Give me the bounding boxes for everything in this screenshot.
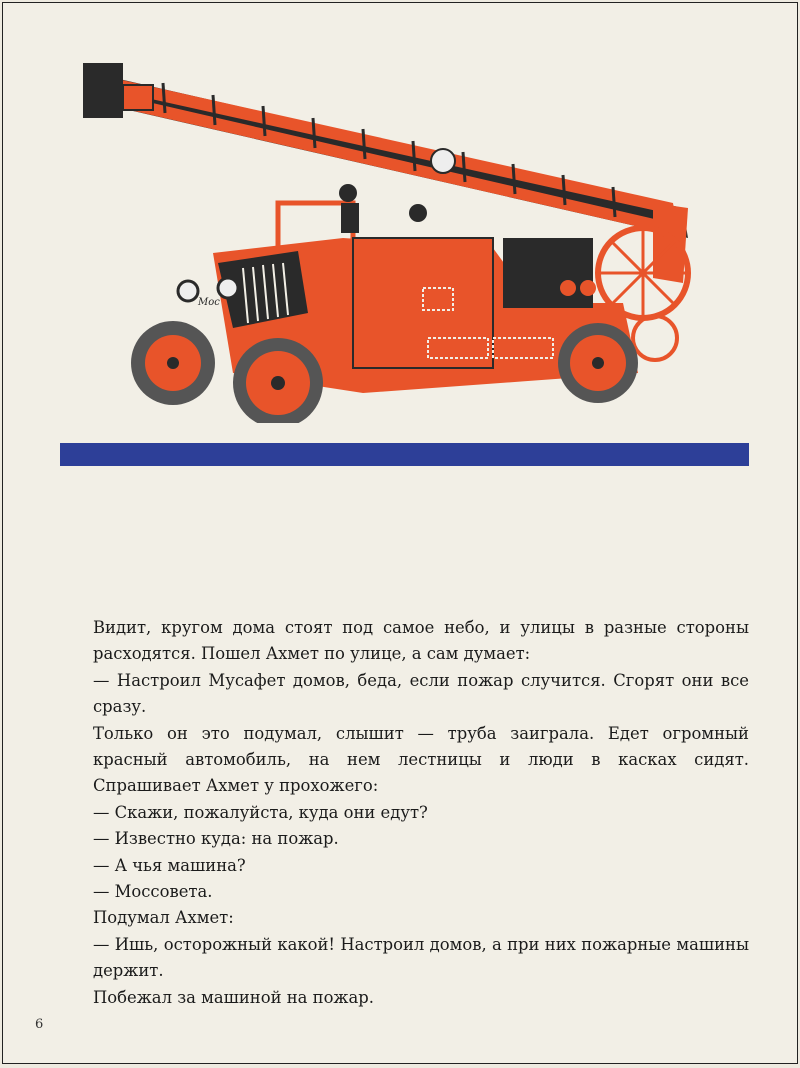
fire-engine-illustration bbox=[63, 43, 753, 423]
story-text bbox=[93, 615, 749, 1011]
headlight-icon bbox=[178, 281, 198, 301]
page-number: 6 bbox=[35, 1017, 44, 1032]
paragraph: Только он это подумал, слышит — труба заиграла. Едет огромный красный автомобиль, на нем лестницы и люди в касках сидят. Спрашивает Ахмет у прохожего: bbox=[93, 723, 749, 796]
driver-figure bbox=[339, 184, 357, 202]
paragraph: — А чья машина? bbox=[93, 855, 246, 875]
cab-lettering: Мос bbox=[198, 297, 220, 308]
paragraph: Видит, кругом дома стоят под самое небо, и улицы в разные стороны расходятся. Пошел Ахмет по улице, а сам думает: bbox=[93, 618, 749, 664]
paragraph: Подумал Ахмет: bbox=[93, 908, 234, 928]
paragraph: Побежал за машиной на пожар. bbox=[93, 987, 374, 1007]
paragraph: — Скажи, пожалуйста, куда они едут? bbox=[93, 802, 428, 822]
book-page bbox=[2, 2, 798, 1064]
paragraph: — Моссовета. bbox=[93, 882, 213, 902]
gauge-icon bbox=[431, 149, 455, 173]
paragraph: — Ишь, осторожный какой! Настроил домов, а при них пожарные машины держит. bbox=[93, 934, 749, 981]
decorative-band bbox=[60, 443, 749, 466]
paragraph: — Известно куда: на пожар. bbox=[93, 829, 339, 849]
paragraph: — Настроил Мусафет домов, беда, если пожар случится. Сгорят они все сразу. bbox=[93, 670, 749, 717]
